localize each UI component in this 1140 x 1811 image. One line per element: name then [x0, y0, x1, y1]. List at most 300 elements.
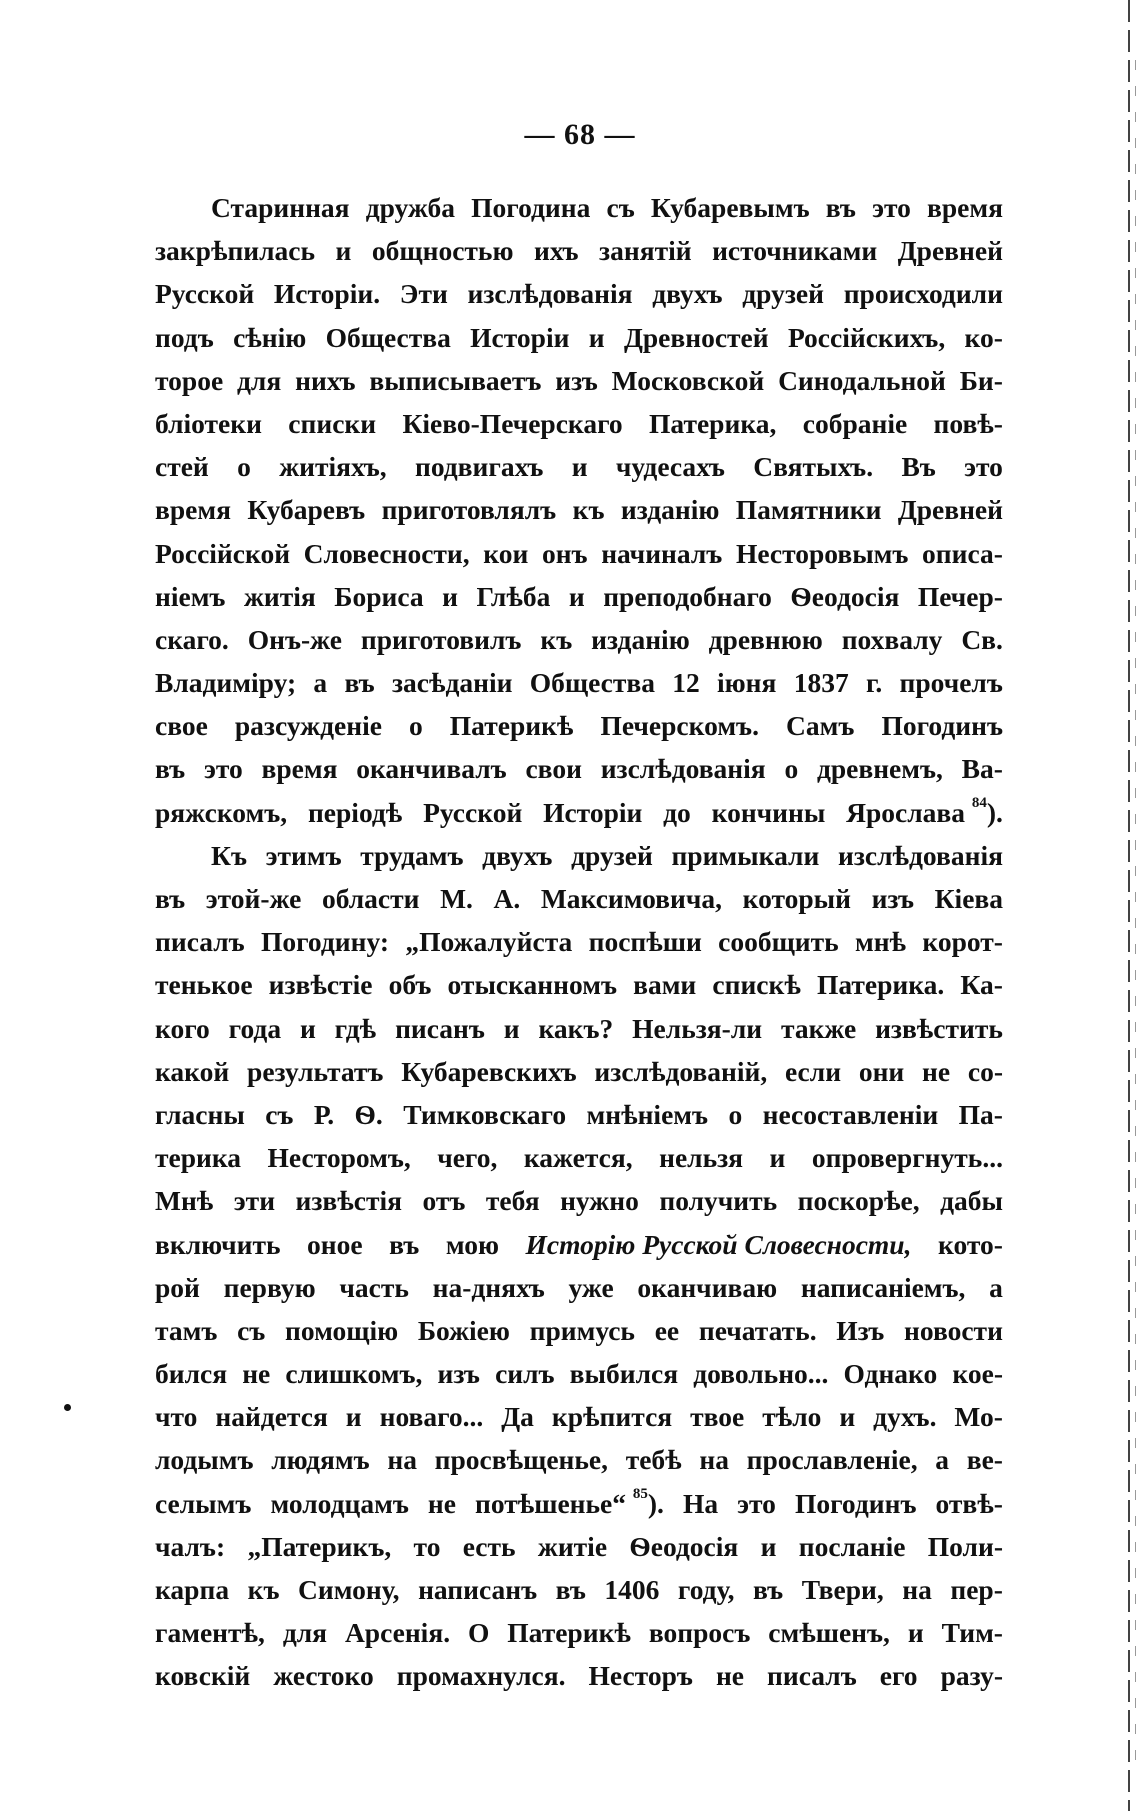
word: Погодинъ — [881, 710, 1003, 742]
scan-edge-shadow — [1128, 0, 1130, 1811]
word: друзей — [571, 839, 653, 871]
word: для — [237, 364, 282, 396]
word: описа- — [922, 537, 1003, 569]
word: съ — [606, 192, 635, 223]
word: Древней — [897, 235, 1003, 267]
word: Исторіи — [543, 796, 643, 828]
word: также — [780, 1012, 857, 1044]
word: примыкали — [671, 839, 820, 871]
word: Патерикѣ — [449, 710, 574, 742]
word: тѣло — [762, 1401, 822, 1433]
word: оканчивалъ — [356, 753, 507, 785]
word: духъ. — [873, 1401, 937, 1433]
word: Кубаревымъ — [650, 192, 810, 223]
word: Арсенія. — [344, 1617, 451, 1649]
text-line — [155, 229, 1003, 272]
word: Р. — [313, 1098, 335, 1130]
word: прочелъ — [899, 667, 1003, 699]
word: мнѣніемъ — [586, 1098, 709, 1130]
text-line — [155, 1525, 1003, 1568]
text-line — [155, 316, 1003, 359]
word: и — [503, 1012, 520, 1044]
text-line — [155, 1093, 1003, 1136]
word: тамъ — [155, 1314, 218, 1346]
word: Максимовича, — [540, 883, 723, 914]
word: этой-же — [205, 883, 302, 914]
word: списки — [288, 407, 377, 439]
text-line — [155, 1482, 1003, 1525]
word: преподобнаго — [603, 580, 772, 612]
word: Бориса — [334, 580, 424, 612]
word: если — [785, 1055, 842, 1087]
word: пер- — [950, 1574, 1003, 1605]
word: въ — [752, 1574, 784, 1605]
word: не — [715, 1660, 745, 1692]
text-line — [155, 532, 1003, 575]
word: не — [922, 1055, 951, 1087]
word: Нельзя-ли — [632, 1012, 763, 1044]
word: до — [663, 796, 691, 828]
word: промахнулся. — [396, 1660, 566, 1692]
word: въ — [344, 667, 375, 699]
word: области — [321, 883, 420, 914]
word: Поли- — [927, 1530, 1003, 1562]
word: ніемъ — [155, 580, 226, 612]
word: молодцамъ — [270, 1487, 409, 1519]
word: изъ — [437, 1358, 480, 1390]
word: изслѣдованія — [600, 753, 766, 785]
word: включить — [155, 1228, 281, 1260]
word: и — [345, 1401, 362, 1433]
word: житіяхъ, — [279, 451, 387, 483]
word: на — [387, 1444, 417, 1476]
word: Ѳеодосія — [790, 580, 900, 612]
word: скаго. — [155, 623, 229, 655]
word: ее — [654, 1314, 680, 1346]
word: подъ — [155, 321, 214, 353]
word: и — [299, 1012, 316, 1044]
word: писанъ — [395, 1012, 485, 1044]
text-line — [155, 1007, 1003, 1050]
text-line — [155, 1309, 1003, 1352]
word: „Пожалуйста — [405, 926, 573, 958]
text-line — [155, 834, 1003, 877]
word: бился — [155, 1358, 228, 1390]
word: къ — [247, 1574, 280, 1605]
word: терика — [155, 1142, 242, 1174]
word: собраніе — [802, 407, 908, 439]
text-line — [155, 1050, 1003, 1093]
word: новаго... — [379, 1401, 484, 1433]
word: Ва- — [961, 753, 1003, 785]
word: новости — [904, 1314, 1003, 1346]
word: помощію — [285, 1314, 399, 1346]
word: О — [467, 1617, 490, 1649]
word: Симону, — [298, 1574, 400, 1605]
word: это — [964, 451, 1003, 483]
word: для — [282, 1617, 328, 1649]
word: Россійской — [155, 537, 291, 569]
text-line — [155, 1611, 1003, 1654]
text-line — [155, 272, 1003, 315]
text-line — [155, 359, 1003, 402]
word: а — [989, 1271, 1003, 1303]
word: кото- — [938, 1228, 1003, 1260]
text-line — [155, 1395, 1003, 1438]
word: Погодина — [471, 192, 591, 223]
word: Исторію Русской Словесности, — [525, 1228, 912, 1260]
word: какъ? — [538, 1012, 614, 1044]
word: время — [261, 753, 338, 785]
body-text — [155, 186, 1003, 1698]
word: 1406 — [604, 1574, 660, 1605]
word: Тимковскаго — [403, 1098, 567, 1130]
text-line — [155, 1568, 1003, 1611]
word: Св. — [961, 623, 1003, 655]
word: начиналъ — [601, 537, 723, 569]
word: выписываетъ — [369, 364, 542, 396]
word: Русской — [423, 796, 523, 828]
word: кои — [483, 537, 529, 569]
word: получить — [659, 1185, 778, 1217]
word: а — [313, 667, 328, 699]
word: карпа — [155, 1574, 230, 1605]
text-line — [155, 186, 1003, 229]
word: сообщить — [718, 926, 839, 958]
word: стей — [155, 451, 209, 483]
word: изданію — [620, 494, 720, 526]
word: селымъ — [155, 1487, 252, 1519]
word: чалъ: — [155, 1530, 226, 1562]
word: извѣстія — [295, 1185, 403, 1217]
word: Тим- — [941, 1617, 1003, 1649]
word: друзей — [742, 278, 824, 310]
word: сѣнію — [233, 321, 307, 353]
word: періодѣ — [307, 796, 403, 828]
word: житія — [243, 580, 316, 612]
word: Мнѣ — [155, 1185, 214, 1217]
word: лодымъ — [155, 1444, 254, 1476]
word: Самъ — [786, 710, 855, 742]
word: они — [858, 1055, 905, 1087]
word: и — [568, 580, 585, 612]
text-line — [155, 445, 1003, 488]
word: несоставленіи — [762, 1098, 939, 1130]
word: чудесахъ — [615, 451, 725, 483]
word: и — [839, 1401, 856, 1433]
word: Россійскихъ, — [787, 321, 946, 353]
word: Владиміру; — [155, 667, 297, 699]
word: тебя — [485, 1185, 540, 1217]
word: Общества — [325, 321, 451, 353]
word: Общества — [529, 667, 655, 699]
word: о — [409, 710, 423, 742]
word: изъ — [555, 364, 598, 396]
word: примусь — [529, 1314, 635, 1346]
word: крѣпится — [551, 1401, 673, 1433]
word: происходили — [843, 278, 1003, 310]
word: дабы — [940, 1185, 1003, 1217]
text-line — [155, 488, 1003, 531]
word: ихъ — [533, 235, 579, 267]
word: кажется, — [523, 1142, 633, 1174]
word: Ѳеодосія — [629, 1530, 739, 1562]
word: спискѣ — [712, 969, 801, 1001]
word: и — [769, 1142, 786, 1174]
word: Ярослава $^{84}$). — [846, 795, 1003, 828]
word: жестоко — [273, 1660, 374, 1692]
word: источниками — [712, 235, 878, 267]
word: Ѳ. — [354, 1098, 383, 1130]
word: Твери, — [801, 1574, 884, 1605]
word: Патерика. — [816, 969, 945, 1001]
word: кое- — [952, 1358, 1003, 1390]
word: корот- — [922, 926, 1003, 958]
word: Несторовымъ — [735, 537, 909, 569]
footnote-marker: 85 — [632, 1486, 648, 1503]
word: отвѣ- — [935, 1487, 1003, 1519]
word: Мо- — [954, 1401, 1003, 1433]
word: дружба — [365, 192, 455, 223]
word: оканчиваю — [637, 1271, 778, 1303]
text-line — [155, 661, 1003, 704]
word: Словесности, — [303, 537, 470, 569]
word: Святыхъ. — [753, 451, 874, 483]
word: къ — [540, 623, 573, 655]
word: первую — [223, 1271, 316, 1303]
word: нужно — [560, 1185, 639, 1217]
word: древнемъ, — [816, 753, 943, 785]
word: бліотеки — [155, 407, 262, 439]
text-line — [155, 1352, 1003, 1395]
word: написанъ — [418, 1574, 538, 1605]
word: результатъ — [247, 1055, 384, 1087]
word: Кубаревъ — [247, 494, 366, 526]
word: Русской — [155, 278, 255, 310]
word: и — [760, 1530, 777, 1562]
word: который — [742, 883, 851, 914]
word: приготовилъ — [360, 623, 522, 655]
word: Печер- — [917, 580, 1003, 612]
word: опровергнуть... — [811, 1142, 1003, 1174]
word: 1837 — [793, 667, 849, 699]
word: кого — [155, 1012, 210, 1044]
word: тебѣ — [625, 1444, 682, 1476]
word: мою — [445, 1228, 499, 1260]
word: эти — [233, 1185, 276, 1217]
word: поскорѣе, — [797, 1185, 920, 1217]
text-line — [155, 1266, 1003, 1309]
word: въ — [155, 883, 186, 914]
word: кончины — [711, 796, 826, 828]
text-line — [155, 575, 1003, 618]
word: это — [737, 1487, 776, 1519]
word: подвигахъ — [414, 451, 544, 483]
word: Изъ — [836, 1314, 885, 1346]
word: „Патерикъ, — [247, 1530, 392, 1562]
word: вами — [633, 969, 697, 1001]
text-line — [155, 618, 1003, 661]
word: На — [682, 1487, 719, 1519]
word: Печерскомъ. — [600, 710, 759, 742]
word: этимъ — [265, 839, 342, 871]
text-line — [155, 963, 1003, 1006]
word: выбился — [569, 1358, 679, 1390]
word: общностью — [371, 235, 514, 267]
text-line — [155, 920, 1003, 963]
word: время — [155, 494, 231, 526]
word: довольно... — [693, 1358, 829, 1390]
punctuation: ). — [986, 796, 1003, 828]
word: Къ — [211, 839, 247, 871]
word: двухъ — [652, 278, 723, 310]
word: что — [155, 1401, 198, 1433]
word: Несторомъ, — [267, 1142, 411, 1174]
word: просвѣщенье, — [434, 1444, 608, 1476]
word: въ — [155, 753, 186, 785]
word: людямъ — [271, 1444, 370, 1476]
word: это — [872, 192, 911, 223]
word: о — [237, 451, 251, 483]
word: засѣданіи — [391, 667, 513, 699]
word: Погодину: — [260, 926, 390, 958]
word: съ — [237, 1314, 266, 1346]
word: повѣ- — [933, 407, 1003, 439]
word: есть — [462, 1530, 516, 1562]
word: гдѣ — [334, 1012, 377, 1044]
word: поспѣши — [588, 926, 702, 958]
word: Древней — [897, 494, 1003, 526]
word: со- — [967, 1055, 1003, 1087]
word: житіе — [537, 1530, 608, 1562]
text-line — [155, 704, 1003, 747]
word: на — [699, 1444, 729, 1476]
word: іюня — [717, 667, 777, 699]
word: гаментѣ, — [155, 1617, 265, 1649]
word: Синодальной — [778, 364, 946, 396]
word: 12 — [672, 667, 700, 699]
word: смѣшенъ, — [768, 1617, 890, 1649]
word: найдется — [215, 1401, 328, 1433]
word: трудамъ — [360, 839, 464, 871]
word: къ — [572, 494, 605, 526]
word: и — [588, 321, 605, 353]
word: Патерика, — [649, 407, 777, 439]
word: посланіе — [798, 1530, 906, 1562]
word: прославленіе, — [746, 1444, 918, 1476]
word: объ — [388, 969, 432, 1001]
word: гласны — [155, 1098, 245, 1130]
word: оное — [307, 1228, 363, 1260]
word: Исторіи. — [273, 278, 381, 310]
word: Однако — [843, 1358, 938, 1390]
text-line — [155, 402, 1003, 445]
word: какой — [155, 1055, 230, 1087]
word: о — [784, 753, 799, 785]
word: года — [228, 1012, 282, 1044]
word: извѣстіе — [268, 969, 373, 1001]
word: написаніемъ, — [800, 1271, 966, 1303]
word: А. — [493, 883, 521, 914]
word: М. — [440, 883, 473, 914]
word: древнюю — [708, 623, 823, 655]
word: и — [907, 1617, 924, 1649]
page-number: — 68 — — [524, 118, 636, 151]
word: съ — [265, 1098, 294, 1130]
text-line — [155, 1438, 1003, 1481]
word: на — [902, 1574, 932, 1605]
word: Онъ-же — [247, 623, 342, 655]
word: силъ — [495, 1358, 555, 1390]
word: твое — [690, 1401, 745, 1433]
word: ковскій — [155, 1660, 251, 1692]
word: мнѣ — [854, 926, 907, 958]
word: потѣшенье“ $^{85}$). — [475, 1486, 664, 1519]
word: Кіево-Печерскаго — [402, 407, 623, 439]
word: уже — [568, 1271, 614, 1303]
word: разсужденіе — [234, 710, 382, 742]
footnote-marker: 84 — [971, 795, 987, 812]
word: изданію — [591, 623, 690, 655]
word: въ — [389, 1228, 420, 1260]
word: то — [413, 1530, 441, 1562]
text-line — [155, 1654, 1003, 1697]
word: тенькое — [155, 969, 253, 1001]
word: закрѣпилась — [155, 235, 316, 267]
word: двухъ — [482, 839, 553, 871]
word: не — [427, 1487, 456, 1519]
word: и — [335, 235, 352, 267]
word: извѣстить — [875, 1012, 1003, 1044]
word: и — [442, 580, 459, 612]
word: Ка- — [960, 969, 1003, 1001]
scan-edge-shadow-inner — [1135, 60, 1136, 1760]
word: Кубаревскихъ — [401, 1055, 577, 1087]
word: Па- — [958, 1098, 1003, 1130]
word: Божіею — [417, 1314, 510, 1346]
word: слишкомъ, — [285, 1358, 423, 1390]
word: и — [571, 451, 588, 483]
word: изслѣдованій, — [594, 1055, 768, 1087]
word: занятій — [599, 235, 692, 267]
text-line — [155, 791, 1003, 834]
word: Московской — [611, 364, 765, 396]
word: онъ — [541, 537, 588, 569]
word: изслѣдованія — [837, 839, 1003, 871]
word: чего, — [437, 1142, 498, 1174]
word: нихъ — [295, 364, 356, 396]
word: рой — [155, 1271, 200, 1303]
punctuation: ). — [647, 1487, 664, 1519]
word: часть — [339, 1271, 409, 1303]
word: торое — [155, 364, 224, 396]
word: ряжскомъ, — [155, 796, 288, 828]
word: отысканномъ — [447, 969, 617, 1001]
text-line — [155, 1223, 1003, 1266]
word: ко- — [964, 321, 1003, 353]
word: Да — [501, 1401, 534, 1433]
word: Древностей — [623, 321, 769, 353]
word: Патерикѣ — [507, 1617, 631, 1649]
word: свои — [525, 753, 582, 785]
word: на-дняхъ — [432, 1271, 545, 1303]
margin-mark — [64, 1404, 71, 1411]
word: Погодинъ — [794, 1487, 917, 1519]
word: о — [728, 1098, 743, 1130]
word: г. — [865, 667, 883, 699]
word: Въ — [901, 451, 936, 483]
word: въ — [555, 1574, 586, 1605]
